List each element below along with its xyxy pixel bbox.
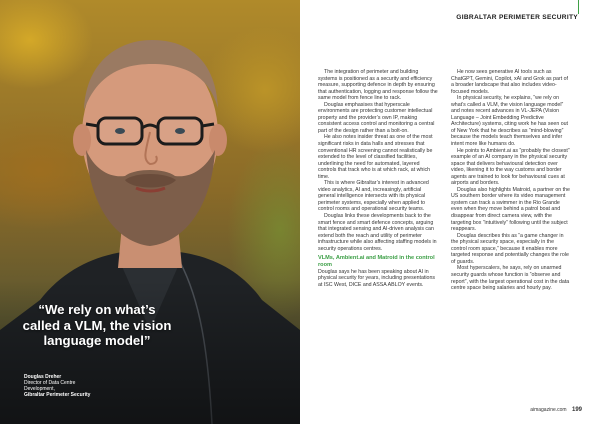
- paragraph: Douglas links these developments back to the smart fence and smart defence concepts, arguing that integrated sensing and AI-driven analysis can extend both the reach and utility of perimeter infrastructure while also affecting staffing models in security operations centres.: [318, 213, 437, 252]
- attribution-role: Director of Data Centre: [24, 380, 76, 386]
- footer-site: aimagazine.com: [530, 407, 567, 413]
- attribution-role-cont: Development,: [24, 386, 55, 392]
- accent-rule: [578, 0, 579, 14]
- paragraph: He now sees generative AI tools such as ChatGPT, Gemini, Copilot, xAI and Grok as part of a broader landscape that also includes video-focused models.: [451, 69, 569, 95]
- page-footer: [530, 407, 582, 413]
- paragraph: Douglas also highlights Matroid, a partner on the US southern border where its video management system can track a swimmer in the Rio Grande even when they move behind a patrol boat and disappear from direct camera view, with the targeting box “intuitively” following until the subject reappears.: [451, 186, 570, 233]
- paragraph: Douglas describes this as “a game changer in the physical security space, especially in the control room space,” because it enables more targeted response and potentially changes the role of guards.: [451, 232, 569, 265]
- paragraph: He points to Ambient.ai as “probably the closest” example of an AI company in the physical security space that delivers behavioural detection over video, likening it to the way customs and border agents are trained to look for behavioural cues at airports and borders.: [451, 147, 570, 187]
- paragraph: Douglas says he has been speaking about AI in physical security for years, including presentations at ISC West, DICE and ASSA ABLOY events.: [318, 268, 436, 288]
- paragraph: He also notes insider threat as one of the most significant risks in data halls and stresses that conventional HR screening cannot realistically be extended to the level of classified facilities, underlining the need for automated, layered controls that track who is at which rack, at which time.: [318, 134, 433, 180]
- section-header: GIBRALTAR PERIMETER SECURITY: [456, 14, 578, 21]
- paragraph: Most hyperscalers, he says, rely on unarmed security guards whose function is “observe and report”, with the largest operational cost in the data centre space being salaries and hourly pay.: [451, 265, 570, 292]
- article-column-1: [318, 69, 438, 288]
- quote-attribution: [24, 374, 90, 398]
- article-subheading: VLMs, Ambient.ai and Matroid in the control room: [318, 255, 435, 268]
- attribution-org: Gibraltar Perimeter Security: [24, 392, 91, 398]
- paragraph: Douglas emphasises that hyperscale environments are protecting customer intellectual property and the provider’s own IP, making consistent access control and monitoring a central part of the design rather than a bolt-on.: [318, 101, 435, 134]
- paragraph: In physical security, he explains, “we rely on what’s called a VLM, the vision language model” and notes recent advances in VL-JEPA (Vision Language – Joint Embedding Predictive Architecture) systems, citing work he has seen out of New York that he describes as “mind-blowing” because the models teach themselves and infer intent more like humans do.: [451, 95, 569, 148]
- paragraph: This is where Gibraltar’s interest in advanced video analytics, AI and, increasingly, artificial general intelligence intersects with its physical perimeter systems, especially when applied to control rooms and operational security teams.: [318, 180, 429, 213]
- paragraph: The integration of perimeter and building systems is positioned as a security and efficiency measure, supporting defence in depth by ensuring that authentication, logging and response follow the same model from fence line to rack.: [318, 69, 438, 102]
- article-column-2: [451, 69, 571, 292]
- page-number: 199: [571, 407, 582, 413]
- pull-quote: “We rely on what’s called a VLM, the vision language model”: [22, 302, 172, 348]
- attribution-name: Douglas Dreher: [24, 374, 62, 380]
